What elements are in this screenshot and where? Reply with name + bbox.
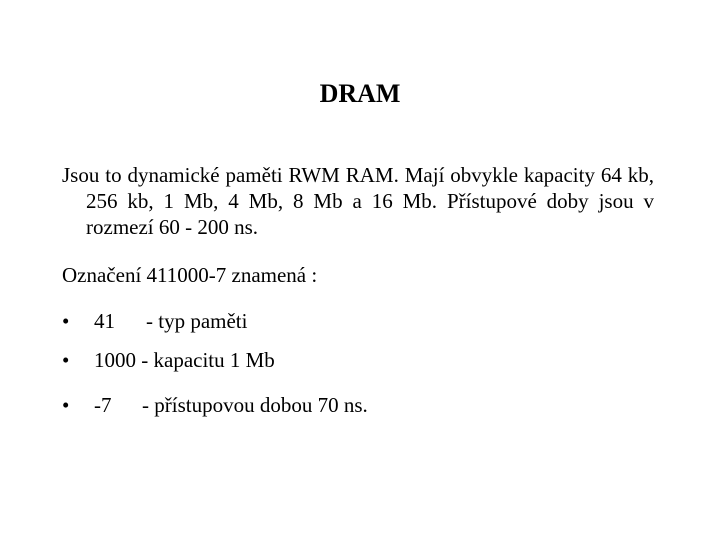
description-paragraph: Jsou to dynamické paměti RWM RAM. Mají obvykle kapacity 64 kb, 256 kb, 1 Mb, 4 Mb, 8 Mb a 16 Mb. Přístupové doby jsou v rozmezí 60 - 200 ns. bbox=[62, 163, 654, 239]
bullet-item-access-time bbox=[62, 392, 368, 418]
slide-title: DRAM bbox=[319, 79, 401, 108]
bullet-item-capacity bbox=[62, 347, 275, 373]
bullet-description: 1000 - kapacitu 1 Mb bbox=[94, 348, 275, 372]
bullet-description: - typ paměti bbox=[146, 309, 248, 333]
bullet-code: 41 bbox=[94, 309, 115, 333]
bullet-icon: • bbox=[62, 309, 70, 333]
bullet-description: - přístupovou dobou 70 ns. bbox=[142, 393, 368, 417]
bullet-item-type bbox=[62, 308, 247, 334]
designation-paragraph: Označení 411000-7 znamená : bbox=[62, 263, 318, 287]
bullet-icon: • bbox=[62, 348, 70, 372]
bullet-code: -7 bbox=[94, 393, 112, 417]
bullet-icon: • bbox=[62, 393, 70, 417]
